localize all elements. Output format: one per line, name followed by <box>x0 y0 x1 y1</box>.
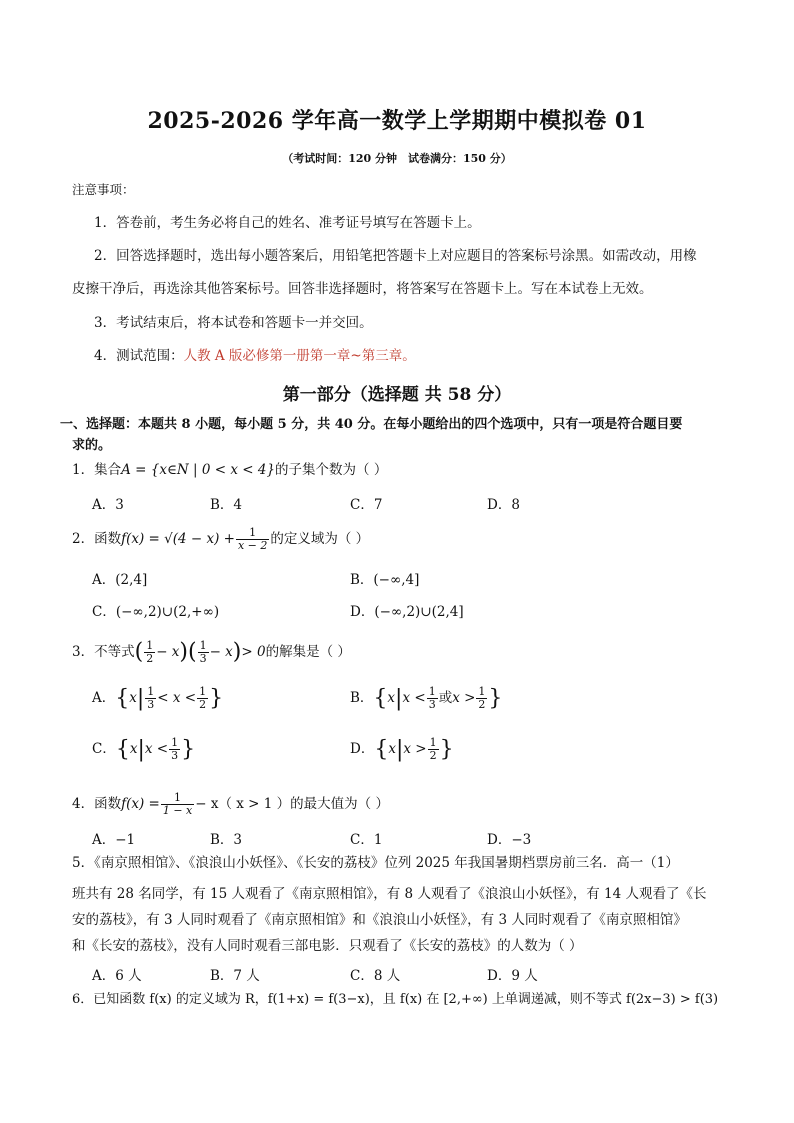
q3-option-d: D．{x|x > $\frac{1}{2}$ } <box>350 736 454 762</box>
q3-prefix: 3．不等式 <box>72 644 135 660</box>
section-instructions-cont: 求的。 <box>72 438 112 453</box>
q5-option-d: D．9 人 <box>487 968 538 984</box>
note-item-3: 3．考试结束后，将本试卷和答题卡一并交回。 <box>94 315 373 331</box>
q3-term-2: − x <box>209 644 233 660</box>
question-5-line-4: 和《长安的荔枝》，没有人同时观看三部电影．只观看了《长安的荔枝》的人数为（ ） <box>72 938 583 954</box>
q1-suffix: 的子集个数为（ ） <box>275 462 388 478</box>
question-1 <box>72 460 387 480</box>
test-range: 人教 A 版必修第一册第一章~第三章。 <box>183 348 416 364</box>
question-2 <box>72 527 369 552</box>
q2-option-c: C．(−∞,2)∪(2,+∞) <box>92 604 220 620</box>
note-item-4 <box>94 346 416 366</box>
q5-option-b: B．7 人 <box>210 968 260 984</box>
notes-heading: 注意事项： <box>72 182 135 197</box>
exam-info: （考试时间：120 分钟 试卷满分：150 分） <box>282 152 512 165</box>
question-5-line-2: 班共有 28 名同学，有 15 人观看了《南京照相馆》，有 8 人观看了《浪浪山小妖怪》，有 14 人观看了《长 <box>72 886 707 902</box>
q3-frac-2: $\frac{1}{3}$ <box>199 639 207 665</box>
q5-option-c: C．8 人 <box>350 968 401 984</box>
q3-option-c: C．{x|x < $\frac{1}{3}$ } <box>92 736 196 762</box>
q4-option-b: B．3 <box>210 832 243 848</box>
q2-suffix: 的定义域为（ ） <box>270 531 370 547</box>
q3-tail: > 0 <box>241 644 266 660</box>
note-item-2-cont: 皮擦干净后，再选涂其他答案标号。回答非选择题时，将答案写在答题卡上。写在本试卷上无效。 <box>72 281 653 297</box>
q4-fraction: $\frac{1}{1 - x}$ <box>162 791 193 817</box>
q4-option-a: A．−1 <box>92 832 136 848</box>
q3-term-1: − x <box>156 644 180 660</box>
q1-option-b: B．4 <box>210 497 243 513</box>
q1-math: A = {x∈N | 0 < x < 4} <box>121 462 276 478</box>
section-title: 第一部分（选择题 共 58 分） <box>282 385 512 405</box>
question-5-line-3: 安的荔枝》，有 3 人同时观看了《南京照相馆》和《浪浪山小妖怪》，有 3 人同时观看了《南京照相馆》 <box>72 912 687 928</box>
q4-function: f(x) = <box>121 796 160 812</box>
q4-suffix: − x（ x > 1 ）的最大值为（ ） <box>195 796 389 812</box>
q3-suffix: 的解集是（ ） <box>265 644 351 660</box>
q4-prefix: 4．函数 <box>72 796 122 812</box>
question-5-line-1: 5．《南京照相馆》、《浪浪山小妖怪》、《长安的荔枝》位列 2025 年我国暑期档票房前三名．高一（1） <box>72 855 679 871</box>
question-3: 3．不等式( $\frac{1}{2}$ − x)( $\frac{1}{3}$ − x)> 0的解集是（ ） <box>72 639 351 665</box>
note-item-1: 1．答卷前，考生务必将自己的姓名、准考证号填写在答题卡上。 <box>94 215 481 231</box>
q1-option-a: A．3 <box>92 497 124 513</box>
q2-function: f(x) = √(4 − x) + <box>121 531 235 547</box>
q4-option-d: D．−3 <box>487 832 532 848</box>
q3-option-a: A．{x| $\frac{1}{3}$ < x < $\frac{1}{2}$ } <box>92 685 224 711</box>
note-item-2: 2．回答选择题时，选出每小题答案后，用铅笔把答题卡上对应题目的答案标号涂黑。如需改动，用橡 <box>94 248 697 264</box>
q2-option-b: B．(−∞,4] <box>350 572 420 588</box>
q1-option-d: D．8 <box>487 497 520 513</box>
q1-prefix: 1．集合 <box>72 462 122 478</box>
q2-option-d: D．(−∞,2)∪(2,4] <box>350 604 464 620</box>
page-title: 2025-2026 学年高一数学上学期期中模拟卷 01 <box>147 108 647 134</box>
q2-option-a: A．(2,4] <box>92 572 148 588</box>
q4-option-c: C．1 <box>350 832 383 848</box>
question-4 <box>72 792 389 817</box>
q2-prefix: 2．函数 <box>72 531 122 547</box>
q2-fraction: $\frac{1}{x - 2}$ <box>237 526 268 552</box>
question-6: 6．已知函数 f(x) 的定义域为 R，f(1+x) = f(3−x)，且 f(x) 在 [2,+∞) 上单调递减，则不等式 f(2x−3) > f(3) <box>72 992 719 1007</box>
section-instructions: 一、选择题：本题共 8 小题，每小题 5 分，共 40 分。在每小题给出的四个选项中，只有一项是符合题目要 <box>60 417 683 432</box>
q5-option-a: A．6 人 <box>92 968 142 984</box>
q3-option-b: B．{x|x < $\frac{1}{3}$ 或x > $\frac{1}{2}$ } <box>350 685 503 711</box>
note-item-4-prefix: 4．测试范围： <box>94 348 184 364</box>
q3-frac-1: $\frac{1}{2}$ <box>146 639 154 665</box>
q1-option-c: C．7 <box>350 497 383 513</box>
